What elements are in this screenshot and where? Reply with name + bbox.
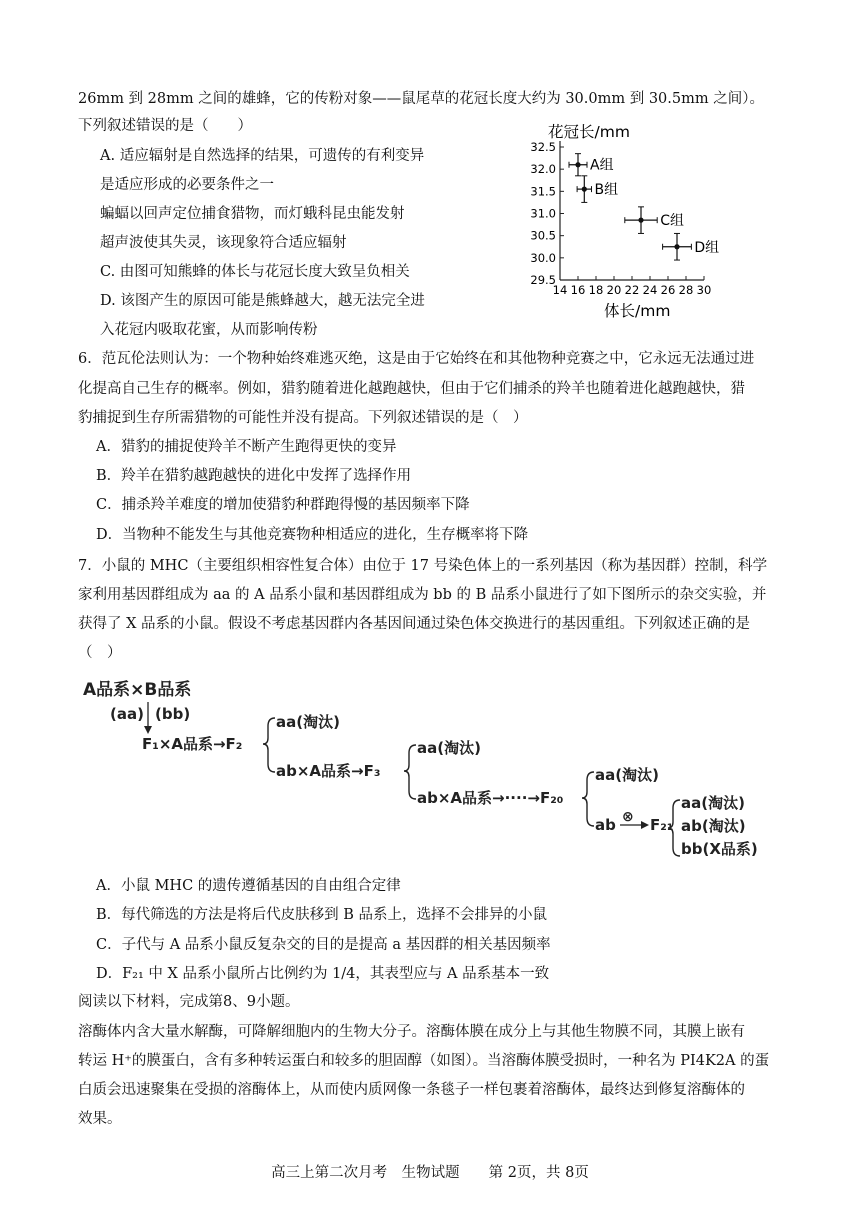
- chart-x-axis-label: 体长/mm: [604, 302, 671, 320]
- q6-option-a: A．猎豹的捕捉使羚羊不断产生跑得更快的变异: [96, 439, 397, 455]
- flow-f3-bottom: ab×A品系→····→F₂₀: [417, 789, 564, 807]
- flower-body-length-chart: [515, 117, 720, 327]
- q7-option-b: B．每代筛选的方法是将后代皮肤移到 B 品系上，选择不会排异的小鼠: [96, 907, 548, 923]
- flow-brace-4: [668, 800, 680, 856]
- chart-point-label: D组: [694, 239, 720, 256]
- q6-stem-line-1: 6．范瓦伦法则认为：一个物种始终难逃灭绝，这是由于它始终在和其他物种竞赛之中，它永远无法通过进: [78, 351, 755, 367]
- chart-y-tick-label: 31.5: [530, 184, 556, 199]
- material-paragraph-line-1: 溶酶体内含大量水解酶，可降解细胞内的生物大分子。溶酶体膜在成分上与其他生物膜不同，其膜上嵌有: [78, 1024, 745, 1040]
- chart-x-tick-label: 28: [678, 283, 694, 297]
- chart-point: [575, 162, 580, 167]
- flow-f21-aa: aa(淘汰): [681, 794, 745, 812]
- flow-aa-label: (aa): [110, 705, 144, 723]
- chart-x-tick-label: 22: [624, 283, 640, 297]
- q5-option-b-line-1: 蝙蝠以回声定位捕食猎物，而灯蛾科昆虫能发射: [100, 206, 405, 222]
- flow-f21-ab: ab(淘汰): [681, 817, 746, 835]
- q6-stem-line-2: 化提高自己生存的概率。例如，猎豹随着进化越跑越快，但由于它们捕杀的羚羊也随着进化越跑越快，猎: [78, 381, 745, 397]
- q7-stem-line-3: 获得了 X 品系的小鼠。假设不考虑基因群内各基因间通过染色体交换进行的基因重组。下列叙述正确的是: [78, 616, 751, 632]
- chart-y-tick-label: 29.5: [530, 273, 556, 287]
- flow-down-arrowhead: [144, 726, 152, 734]
- cross-experiment-diagram: [80, 672, 800, 867]
- chart-x-tick-label: 26: [660, 283, 676, 297]
- chart-point: [638, 218, 643, 223]
- chart-y-tick-label: 30.0: [530, 250, 556, 265]
- chart-x-tick-label: 18: [588, 283, 604, 297]
- q7-option-c: C．子代与 A 品系小鼠反复杂交的目的是提高 a 基因群的相关基因频率: [96, 937, 551, 953]
- chart-point: [582, 187, 587, 192]
- flow-brace-3: [582, 772, 594, 826]
- chart-y-tick-label: 32.5: [530, 140, 556, 154]
- q7-stem-line-1: 7．小鼠的 MHC（主要组织相容性复合体）由位于 17 号染色体上的一系列基因（称为基因群）控制，科学: [78, 558, 768, 574]
- flow-f20-bottom: ab: [595, 816, 616, 834]
- chart-x-tick-label: 24: [642, 283, 658, 297]
- chart-y-axis-label: 花冠长/mm: [548, 123, 630, 141]
- q5-option-a-line-2: 是适应形成的必要条件之一: [100, 177, 274, 193]
- q6-option-b: B．羚羊在猎豹越跑越快的进化中发挥了选择作用: [96, 468, 412, 484]
- flow-f21-bb: bb(X品系): [681, 840, 758, 858]
- q5-option-b-line-2: 超声波使其失灵，该现象符合适应辐射: [100, 235, 347, 251]
- chart-point-label: A组: [590, 157, 614, 174]
- chart-point-label: C组: [660, 213, 684, 230]
- q6-option-d: D．当物种不能发生与其他竞赛物种相适应的进化，生存概率将下降: [96, 527, 529, 543]
- flow-f20-top: aa(淘汰): [595, 766, 659, 784]
- material-paragraph-line-3: 白质会迅速聚集在受损的溶酶体上，从而使内质网像一条毯子一样包裹着溶酶体，最终达到修复溶酶体的: [78, 1082, 745, 1098]
- flow-f2-top: aa(淘汰): [276, 713, 340, 731]
- flow-f3-top: aa(淘汰): [417, 739, 481, 757]
- chart-x-tick-label: 20: [606, 283, 622, 297]
- page-footer: 高三上第二次月考 生物试题 第 2页，共 8页: [271, 1165, 589, 1181]
- q7-stem-line-4: （ ）: [78, 645, 122, 661]
- flow-f1: F₁×A品系→F₂: [142, 735, 243, 753]
- chart-y-tick-label: 31.0: [530, 206, 556, 221]
- q5-option-d-line-2: 入花冠内吸取花蜜，从而影响传粉: [100, 322, 318, 338]
- q7-stem-line-2: 家利用基因群组成为 aa 的 A 品系小鼠和基因群组成为 bb 的 B 品系小鼠进行了如下图所示的杂交实验，并: [78, 587, 767, 603]
- q7-option-a: A．小鼠 MHC 的遗传遵循基因的自由组合定律: [96, 878, 401, 894]
- chart-x-tick-label: 14: [552, 283, 568, 297]
- q7-option-d: D．F₂₁ 中 X 品系小鼠所占比例约为 1/4，其表型应与 A 品系基本一致: [96, 966, 550, 982]
- material-paragraph-line-2: 转运 H⁺的膜蛋白，含有多种转运蛋白和较多的胆固醇（如图）。当溶酶体膜受损时，一种名为 PI4K2A 的蛋: [78, 1053, 770, 1069]
- q6-option-c: C．捕杀羚羊难度的增加使猎豹种群跑得慢的基因频率下降: [96, 497, 470, 513]
- chart-point: [674, 244, 679, 249]
- flow-f2-bottom: ab×A品系→F₃: [276, 762, 381, 780]
- flow-f21: F₂₁: [650, 816, 674, 834]
- flow-bb-label: (bb): [155, 705, 191, 723]
- chart-x-tick-label: 16: [570, 283, 586, 297]
- flow-selfing-symbol: ⊗: [622, 809, 634, 825]
- q6-stem-line-3: 豹捕捉到生存所需猎物的可能性并没有提高。下列叙述错误的是（ ）: [78, 410, 528, 426]
- flow-cross: A品系×B品系: [83, 680, 192, 700]
- q5-option-a-line-1: A. 适应辐射是自然选择的结果，可遗传的有利变异: [100, 148, 425, 164]
- flow-brace-2: [404, 745, 416, 799]
- material-intro: 阅读以下材料，完成第8、9小题。: [78, 994, 300, 1010]
- chart-x-tick-label: 30: [696, 283, 712, 297]
- q5-option-c: C. 由图可知熊蜂的体长与花冠长度大致呈负相关: [100, 264, 410, 280]
- chart-y-tick-label: 32.0: [530, 162, 556, 177]
- flow-brace-1: [263, 718, 275, 772]
- q5-option-d-line-1: D. 该图产生的原因可能是熊蜂越大，越无法完全进: [100, 293, 425, 309]
- material-paragraph-line-4: 效果。: [78, 1111, 122, 1127]
- chart-y-tick-label: 30.5: [530, 228, 556, 243]
- chart-point-label: B组: [594, 182, 619, 199]
- q5-stem-line-2: 下列叙述错误的是（ ）: [78, 118, 252, 134]
- flow-selfing-arrowhead: [641, 821, 649, 829]
- q5-stem-line-1: 26mm 到 28mm 之间的雄蜂，它的传粉对象——鼠尾草的花冠长度大约为 30.0mm 到 30.5mm 之间）。: [78, 91, 764, 107]
